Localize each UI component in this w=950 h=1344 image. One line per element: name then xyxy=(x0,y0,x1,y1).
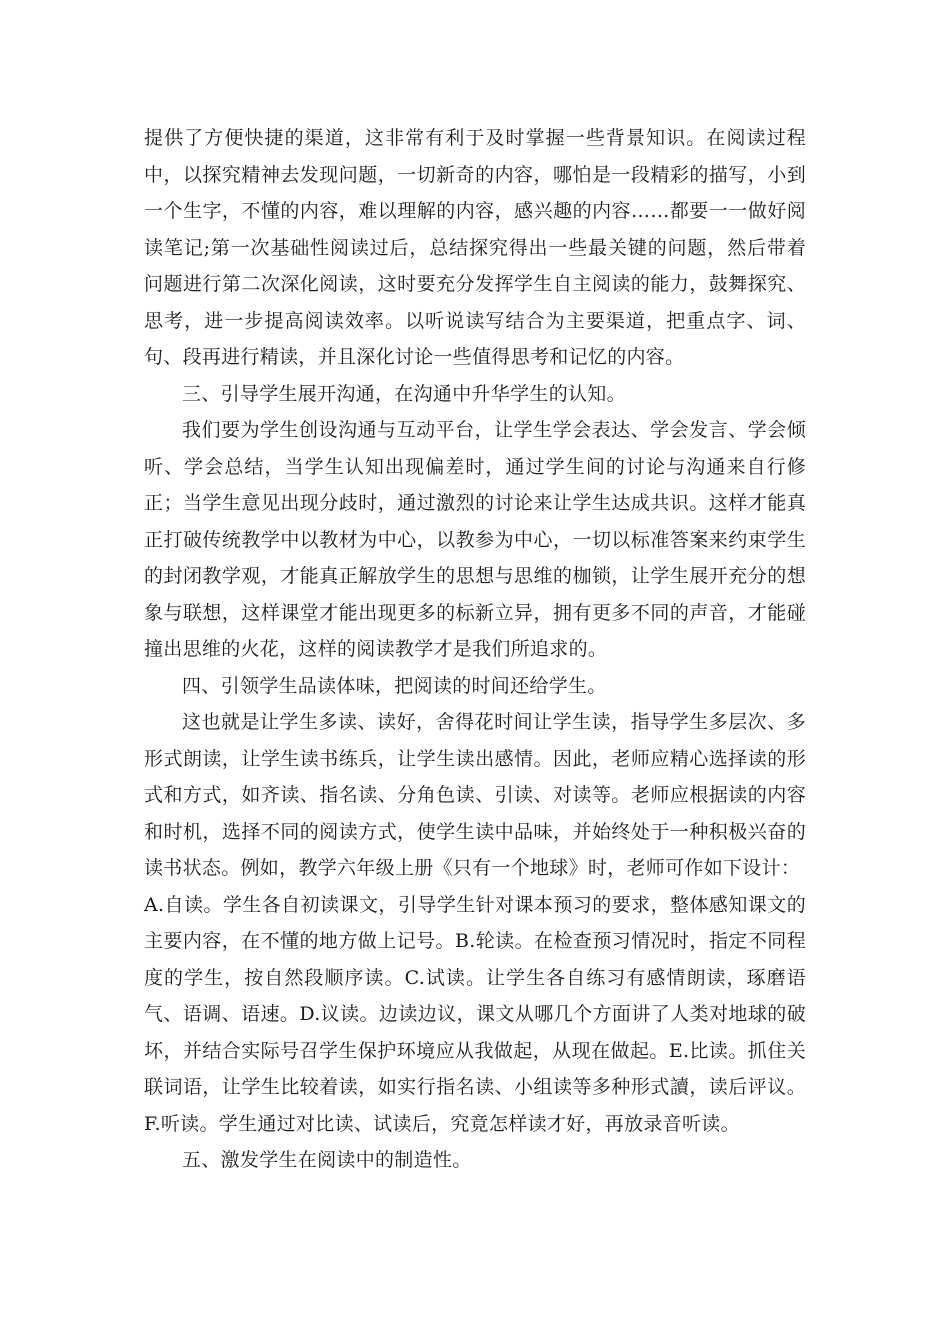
paragraph-communication: 我们要为学生创设沟通与互动平台，让学生学会表达、学会发言、学会倾听、学会总结，当学生认知出现偏差时，通过学生间的讨论与沟通来自行修正；当学生意见出现分歧时，通过激烈的讨论来让学生达成共识。这样才能真正打破传统教学中以教材为中心，以教参为中心，一切以标准答案来约束学生的封闭教学观，才能真正解放学生的思想与思维的枷锁，让学生展开充分的想象与联想，这样课堂才能出现更多的标新立异，拥有更多不同的声音，才能碰撞出思维的火花，这样的阅读教学才是我们所追求的。 xyxy=(144,419,806,660)
section-heading-5: 五、激发学生在阅读中的制造性。 xyxy=(182,1149,472,1171)
paragraph-reading-steps: A.自读。学生各自初读课文，引导学生针对课本预习的要求，整体感知课文的主要内容，在不懂的地方做上记号。B.轮读。在检查预习情况时，指定不同程度的学生，按自然段顺序读。C.试读。让学生各自练习有感情朗读，琢磨语气、语调、语速。D.议读。边读边议，课文从哪几个方面讲了人类对地球的破坏，并结合实际号召学生保护环境应从我做起，从现在做起。E.比读。抓住关联词语，让学生比较着读，如实行指名读、小组读等多种形式讀，读后评议。F.听读。学生通过对比读、试读后，究竟怎样读才好，再放录音听读。 xyxy=(144,893,806,1135)
paragraph-continuation: 提供了方便快捷的渠道，这非常有利于及时掌握一些背景知识。在阅读过程中，以探究精神去发现问题，一切新奇的内容，哪怕是一段精彩的描写，小到一个生字，不懂的内容，难以理解的内容，感兴趣的内容……都要一一做好阅读笔记;第一次基础性阅读过后，总结探究得出一些最关键的问题，然后带着问题进行第二次深化阅读，这时要充分发挥学生自主阅读的能力，鼓舞探究、思考，进一步提高阅读效率。以听说读写结合为主要渠道，把重点字、词、句、段再进行精读，并且深化讨论一些值得思考和记忆的内容。 xyxy=(144,127,806,368)
document-page xyxy=(144,120,806,1179)
paragraph-reading-practice: 这也就是让学生多读、读好，舍得花时间让学生读，指导学生多层次、多形式朗读，让学生读书练兵，让学生读出感情。因此，老师应精心选择读的形式和方式，如齐读、指名读、分角色读、引读、对读等。老师应根据读的内容和时机，选择不同的阅读方式，使学生读中品味，并始终处于一种积极兴奋的读书状态。例如，教学六年级上册《只有一个地球》时，老师可作如下设计： xyxy=(144,711,806,879)
section-heading-3: 三、引导学生展开沟通，在沟通中升华学生的认知。 xyxy=(182,382,626,405)
section-heading-4: 四、引领学生品读体味，把阅读的时间还给学生。 xyxy=(182,674,607,697)
